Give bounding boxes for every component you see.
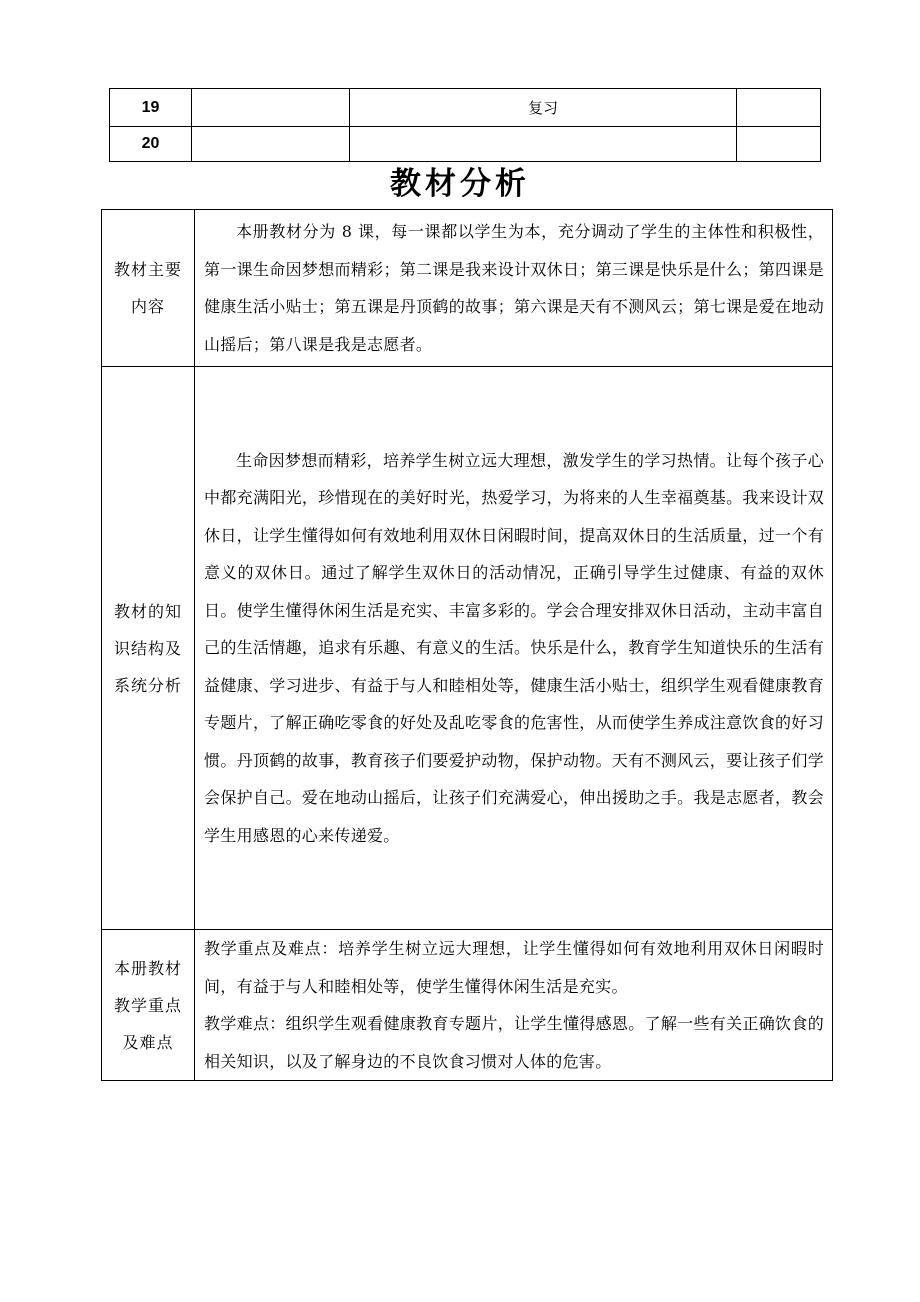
lesson-title: 复习 xyxy=(350,89,737,127)
table-row xyxy=(102,210,833,367)
paragraph: 教学难点：组织学生观看健康教育专题片，让学生懂得感恩。了解一些有关正确饮食的相关知识，以及了解身边的不良饮食习惯对人体的危害。 xyxy=(204,1014,824,1071)
paragraph: 教学重点及难点：培养学生树立远大理想，让学生懂得如何有效地利用双休日闲暇时间，有益于与人和睦相处等，使学生懂得休闲生活是充实。 xyxy=(204,939,824,996)
row-label-structure: 教材的知识结构及系统分析 xyxy=(102,367,195,930)
table-row xyxy=(102,367,833,930)
lesson-title xyxy=(350,127,737,162)
paragraph: 本册教材分为 8 课，每一课都以学生为本，充分调动了学生的主体性和积极性，第一课生命因梦想而精彩；第二课是我来设计双休日；第三课是快乐是什么；第四课是健康生活小贴士；第五课是丹顶鹤的故事；第六课是天有不测风云；第七课是爱在地动山摇后；第八课是我是志愿者。 xyxy=(204,222,824,354)
lesson-number: 19 xyxy=(110,89,192,127)
lesson-number: 20 xyxy=(110,127,192,162)
schedule-cell xyxy=(737,127,821,162)
page-title: 教材分析 xyxy=(390,166,530,202)
paragraph: 生命因梦想而精彩，培养学生树立远大理想，激发学生的学习热情。让每个孩子心中都充满阳光，珍惜现在的美好时光，热爱学习，为将来的人生幸福奠基。我来设计双休日，让学生懂得如何有效地利用双休日闲暇时间，提高双休日的生活质量，过一个有意义的双休日。通过了解学生双休日的活动情况，正确引导学生过健康、有益的双休日。使学生懂得休闲生活是充实、丰富多彩的。学会合理安排双休日活动，主动丰富自己的生活情趣，追求有乐趣、有意义的生活。快乐是什么，教育学生知道快乐的生活有益健康、学习进步、有益于与人和睦相处等，健康生活小贴士，组织学生观看健康教育专题片，了解正确吃零食的好处及乱吃零食的危害性，从而使学生养成注意饮食的好习惯。丹顶鹤的故事，教育孩子们要爱护动物，保护动物。天有不测风云，要让孩子们学会保护自己。爱在地动山摇后，让孩子们充满爱心，伸出援助之手。我是志愿者，教会学生用感恩的心来传递爱。 xyxy=(204,450,824,845)
analysis-table xyxy=(101,209,833,1081)
schedule-cell xyxy=(737,89,821,127)
row-label-key-points: 本册教材教学重点及难点 xyxy=(102,930,195,1081)
schedule-cell xyxy=(192,127,350,162)
key-points-text xyxy=(195,930,833,1081)
table-row xyxy=(110,127,821,162)
main-content-text xyxy=(195,210,833,367)
schedule-cell xyxy=(192,89,350,127)
table-row xyxy=(102,930,833,1081)
schedule-table xyxy=(109,88,821,162)
structure-text xyxy=(195,367,833,930)
row-label-main-content: 教材主要内容 xyxy=(102,210,195,367)
table-row xyxy=(110,89,821,127)
